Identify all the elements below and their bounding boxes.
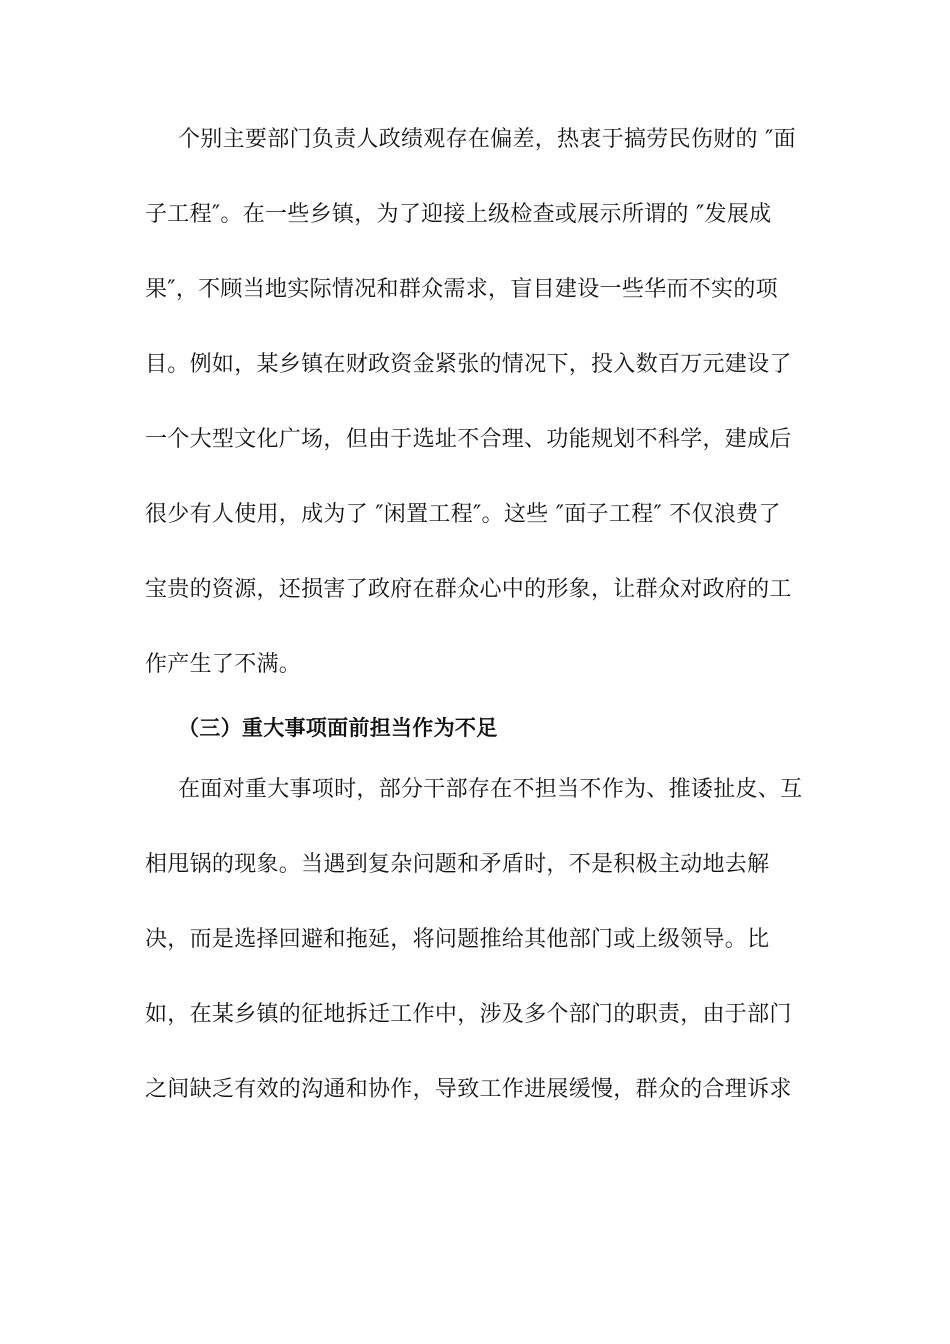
section-heading: （三）重大事项面前担当作为不足 — [178, 716, 498, 740]
text-line: 如，在某乡镇的征地拆迁工作中，涉及多个部门的职责，由于部门 — [145, 1002, 792, 1027]
text-line: 宝贵的资源，还损害了政府在群众心中的形象，让群众对政府的工 — [145, 577, 792, 602]
text-line: 个别主要部门负责人政绩观存在偏差，热衷于搞劳民伤财的 ″面 — [178, 127, 796, 152]
text-line: 之间缺乏有效的沟通和协作，导致工作进展缓慢，群众的合理诉求 — [145, 1077, 792, 1102]
text-line: 在面对重大事项时，部分干部存在不担当不作为、推诿扯皮、互 — [178, 777, 803, 802]
text-line: 子工程″。在一些乡镇，为了迎接上级检查或展示所谓的 ″发展成 — [145, 202, 772, 227]
text-line: 果″，不顾当地实际情况和群众需求，盲目建设一些华而不实的项 — [145, 277, 778, 302]
text-line: 相甩锅的现象。当遇到复杂问题和矛盾时，不是积极主动地去解 — [145, 852, 770, 877]
text-line: 目。例如，某乡镇在财政资金紧张的情况下，投入数百万元建设了 — [145, 352, 792, 377]
text-line: 一个大型文化广场，但由于选址不合理、功能规划不科学，建成后 — [145, 427, 792, 452]
text-line: 作产生了不满。 — [145, 652, 302, 677]
text-line: 决，而是选择回避和拖延，将问题推给其他部门或上级领导。比 — [145, 927, 770, 952]
text-line: 很少有人使用，成为了 ″闲置工程″。这些 ″面子工程″ 不仅浪费了 — [145, 502, 781, 527]
